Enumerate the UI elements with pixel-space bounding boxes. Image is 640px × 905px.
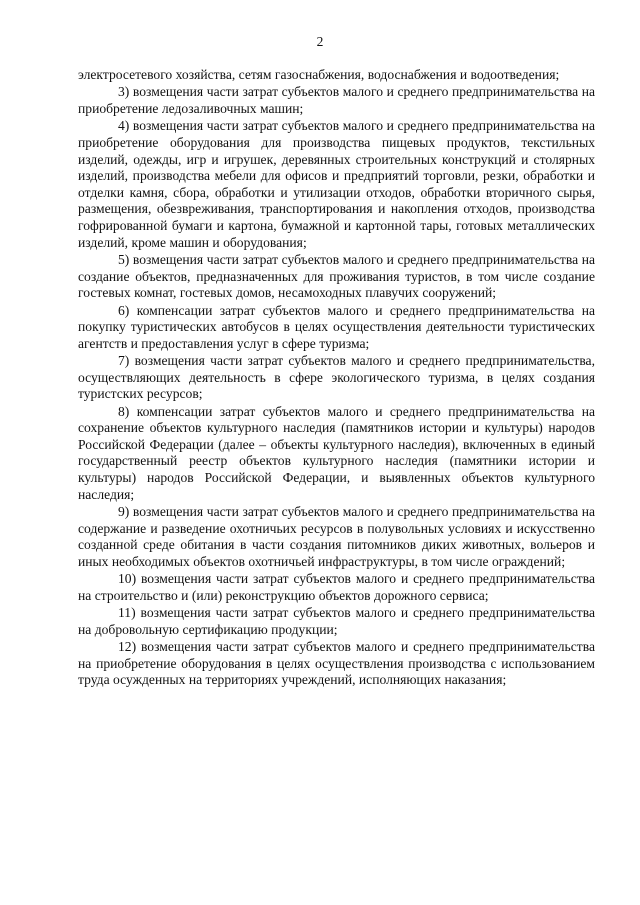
list-item-4: 4) возмещения части затрат субъектов малого и среднего предпринимательства на приобретение оборудования для производства пищевых продуктов, текстильных изделий, одежды, игр и игрушек, деревянных строительных конструкций и столярных изделий, производства мебели для офисов и предприятий торговли, резки, обработки и отделки камня, сбора, обработки и утилизации отходов, обработки вторичного сырья, размещения, обезвреживания, транспортирования и накопления отходов, производства гофрированной бумаги и картона, бумажной и картонной тары, готовых металлических изделий, кроме машин и оборудования; <box>78 118 595 250</box>
list-item-10: 10) возмещения части затрат субъектов малого и среднего предпринимательства на строительство и (или) реконструкцию объектов дорожного сервиса; <box>78 571 595 603</box>
list-item-5: 5) возмещения части затрат субъектов малого и среднего предпринимательства на создание объектов, предназначенных для проживания туристов, в том числе создание гостевых комнат, гостевых домов, несамоходных плавучих сооружений; <box>78 251 595 301</box>
page-number: 2 <box>316 34 324 49</box>
list-item-11: 11) возмещения части затрат субъектов малого и среднего предпринимательства на добровольную сертификацию продукции; <box>78 605 595 637</box>
list-item-8: 8) компенсации затрат субъектов малого и среднего предпринимательства на сохранение объектов культурного наследия (памятников истории и культуры) народов Российской Федерации (далее – объекты культурного наследия), включенных в единый государственный реестр объектов культурного наследия (памятники истории и культуры) народов Российской Федерации, и выявленных объектов культурного наследия; <box>78 403 595 502</box>
list-item-6: 6) компенсации затрат субъектов малого и среднего предпринимательства на покупку туристических автобусов в целях осуществления деятельности туристических агентств и предоставления услуг в сфере туризма; <box>78 302 595 351</box>
list-item-12: 12) возмещения части затрат субъектов малого и среднего предпринимательства на приобретение оборудования в целях осуществления производства с использованием труда осужденных на территориях учреждений, исполняющих наказания; <box>78 639 595 688</box>
list-item-9: 9) возмещения части затрат субъектов малого и среднего предпринимательства на содержание и разведение охотничьих ресурсов в полувольных условиях и искусственно созданной среде обитания в части создания питомников диких животных, вольеров и иных необходимых объектов охотничьей инфраструктуры, в том числе ограждений; <box>78 504 595 569</box>
list-item-3: 3) возмещения части затрат субъектов малого и среднего предпринимательства на приобретение ледозаливочных машин; <box>78 84 595 116</box>
list-item-7: 7) возмещения части затрат субъектов малого и среднего предпринимательства, осуществляющих деятельность в сфере экологического туризма, в целях создания туристских ресурсов; <box>78 353 595 402</box>
document-body <box>78 67 595 689</box>
paragraph-continuation: электросетевого хозяйства, сетям газоснабжения, водоснабжения и водоотведения; <box>78 67 560 82</box>
